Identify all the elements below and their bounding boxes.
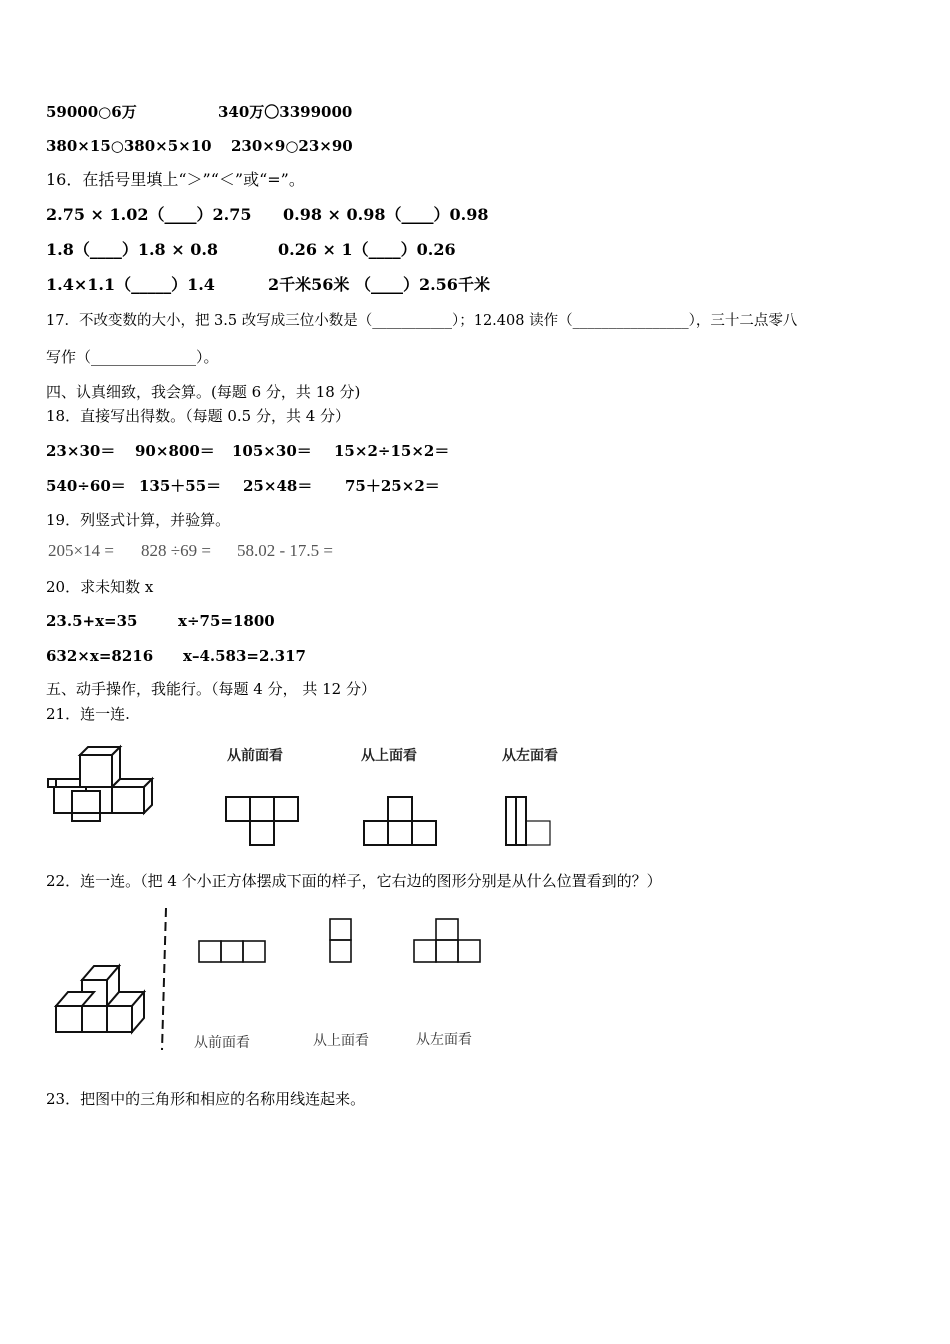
q21-front-view: [226, 797, 298, 845]
q22-view-row: [199, 941, 265, 962]
q22-label-top: 从上面看: [313, 1033, 369, 1049]
section5-title: 五、动手操作，我能行。（每题 4 分， 共 12 分）: [46, 680, 376, 698]
q18-item: 90×800＝: [135, 442, 215, 460]
q20-title: 20．求未知数 x: [46, 578, 154, 596]
q21-label-left: 从左面看: [502, 748, 558, 764]
q20-row2-b: x–4.583=2.317: [183, 647, 306, 665]
q23-title: 23．把图中的三角形和相应的名称用线连起来。: [46, 1090, 366, 1108]
q18-item: 23×30＝: [46, 442, 116, 460]
q21-left-view: [506, 797, 550, 845]
q22-cube-stack: [56, 966, 144, 1032]
q18-item: 135＋55＝: [139, 477, 222, 495]
q19-item: 828 ÷69 =: [141, 541, 211, 560]
q21-label-front: 从前面看: [227, 748, 283, 764]
q20-row1-a: 23.5+x=35: [46, 612, 138, 630]
section4-title: 四、认真细致，我会算。(每题 6 分，共 18 分): [46, 383, 361, 401]
q22-view-column: [330, 919, 351, 962]
q15-row1-a: 59000○6万: [46, 103, 137, 121]
q16-row3-b: 2千米56米 （____）2.56千米: [268, 275, 490, 294]
q16-row2-a: 1.8（____）1.8 × 0.8: [46, 240, 219, 259]
q18-item: 75＋25×2＝: [345, 477, 440, 495]
q22-figure: [40, 900, 510, 1060]
q16-title: 16．在括号里填上“＞”“＜”或“=”。: [46, 170, 305, 189]
q18-item: 15×2÷15×2＝: [334, 442, 450, 460]
q21-figure: [40, 735, 580, 855]
q16-row2-b: 0.26 × 1（____）0.26: [278, 240, 456, 259]
q16-row1-a: 2.75 × 1.02（____）2.75: [46, 205, 252, 224]
q20-row2-a: 632×x=8216: [46, 647, 154, 665]
q17-line1: 17．不改变数的大小，把 3.5 改写成三位小数是（___________）；12.408 读作（________________），三十二点零八: [46, 313, 798, 329]
q22-title: 22．连一连。（把 4 个小正方体摆成下面的样子，它右边的图形分别是从什么位置看到的？）: [46, 872, 662, 890]
q21-label-top: 从上面看: [361, 748, 417, 764]
q18-item: 105×30＝: [232, 442, 312, 460]
q19-item: 205×14 =: [48, 541, 114, 560]
q19-title: 19．列竖式计算，并验算。: [46, 511, 231, 529]
q19-item: 58.02 - 17.5 =: [237, 541, 333, 560]
q15-row2-b: 230×9○23×90: [231, 137, 353, 155]
q18-item: 25×48＝: [243, 477, 313, 495]
q22-label-left: 从左面看: [416, 1032, 472, 1048]
q15-row2-a: 380×15○380×5×10: [46, 137, 212, 155]
q22-dashed-divider: [162, 908, 166, 1050]
q16-row3-a: 1.4×1.1（_____）1.4: [46, 275, 215, 294]
q16-row1-b: 0.98 × 0.98（____）0.98: [283, 205, 489, 224]
q17-line2: 写作（______________）。: [46, 348, 219, 366]
q21-title: 21．连一连.: [46, 705, 130, 723]
q21-top-view: [364, 797, 436, 845]
q18-item: 540÷60＝: [46, 477, 126, 495]
q20-row1-b: x÷75=1800: [178, 612, 275, 630]
q21-cube-stack: [48, 747, 152, 821]
q18-title: 18．直接写出得数。（每题 0.5 分，共 4 分）: [46, 407, 351, 425]
q22-view-pyramid: [414, 919, 480, 962]
q15-row1-b: 340万〇3399000: [218, 103, 353, 121]
q22-label-front: 从前面看: [194, 1035, 250, 1051]
